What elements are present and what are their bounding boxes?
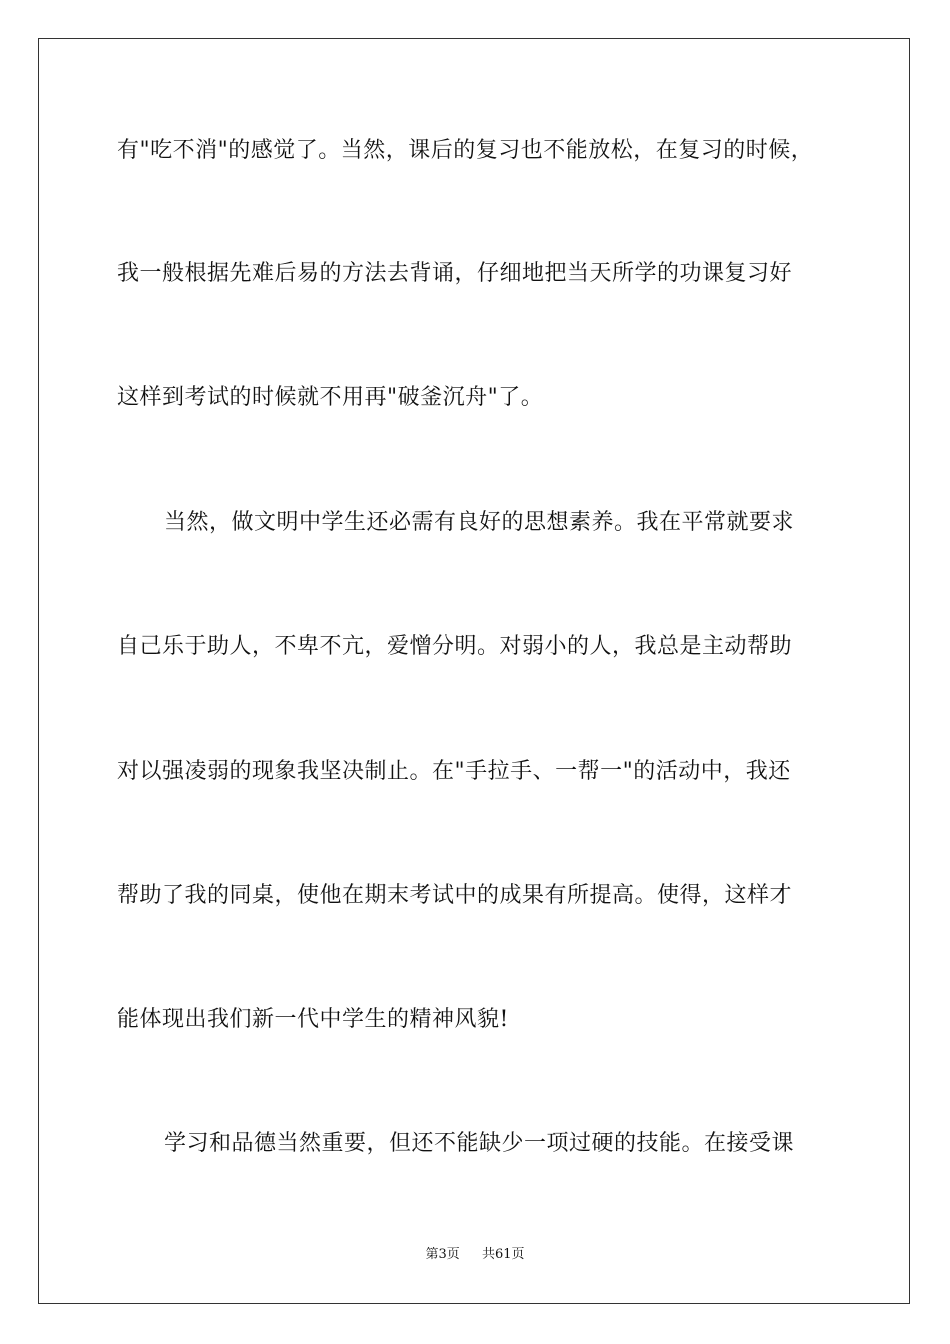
page-footer <box>0 1246 950 1264</box>
text-line-8: 能体现出我们新一代中学生的精神风貌! <box>117 1007 509 1032</box>
page-frame <box>38 38 910 1304</box>
text-line-4: 当然，做文明中学生还必需有良好的思想素养。我在平常就要求 <box>164 510 795 535</box>
text-line-3: 这样到考试的时候就不用再"破釜沉舟"了。 <box>117 385 544 410</box>
text-line-1: 有"吃不消"的感觉了。当然，课后的复习也不能放松，在复习的时候， <box>117 138 814 163</box>
text-line-2: 我一般根据先难后易的方法去背诵，仔细地把当天所学的功课复习好 <box>117 261 793 286</box>
page-number: 第3页 <box>425 1247 460 1262</box>
text-line-7: 帮助了我的同桌，使他在期末考试中的成果有所提高。使得，这样才 <box>117 883 793 908</box>
text-line-5: 自己乐于助人，不卑不亢，爱憎分明。对弱小的人，我总是主动帮助 <box>117 634 793 659</box>
text-line-9: 学习和品德当然重要，但还不能缺少一项过硬的技能。在接受课 <box>164 1131 795 1156</box>
text-line-6: 对以强凌弱的现象我坚决制止。在"手拉手、一帮一"的活动中，我还 <box>117 759 791 784</box>
page-total: 共61页 <box>482 1247 525 1262</box>
